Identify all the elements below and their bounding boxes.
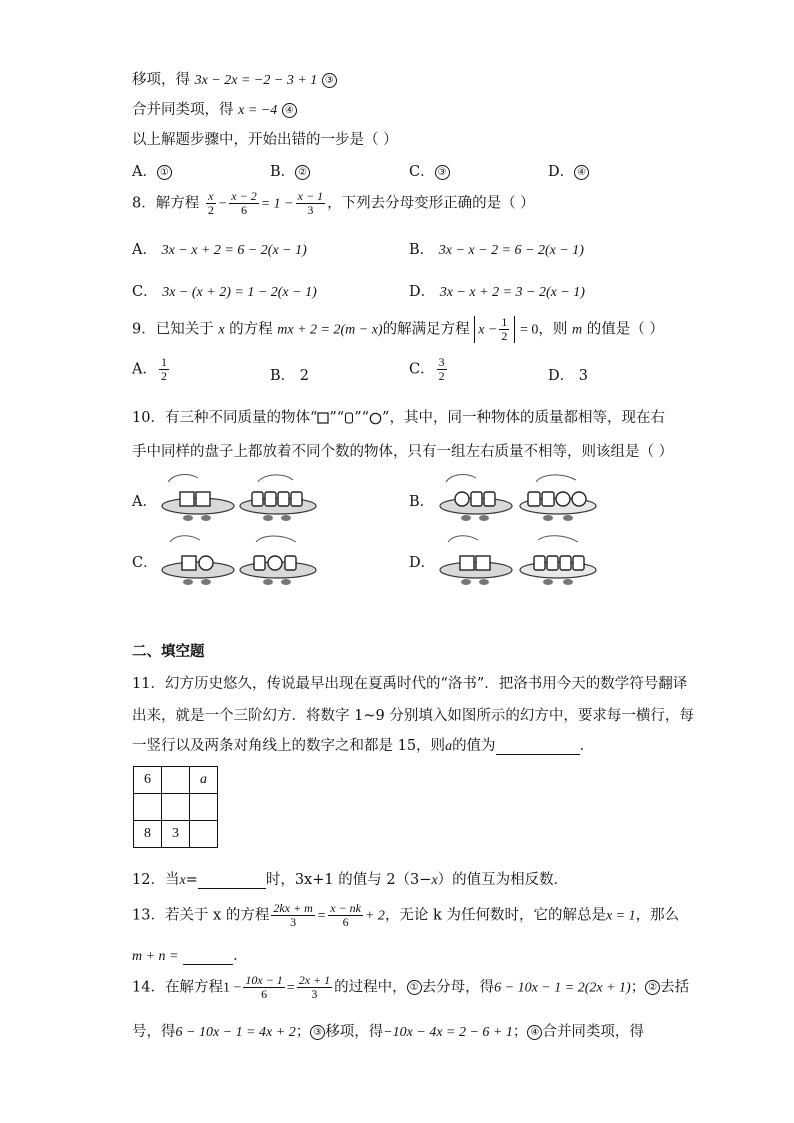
option-letter: C． <box>409 164 435 180</box>
q9-suffix1: ，则 <box>538 321 568 338</box>
grid-cell: 3 <box>162 821 190 848</box>
q9-option-d[interactable] <box>548 364 588 385</box>
option-value: ② <box>295 165 310 180</box>
q10-option-b-image[interactable] <box>436 470 598 522</box>
q10-option-c-image[interactable] <box>158 532 318 586</box>
q13-equals: = <box>316 908 327 924</box>
q11-text-b: 的值为 <box>452 738 496 754</box>
step3-marker: ③ <box>322 73 337 88</box>
numerator: x − 1 <box>297 189 324 203</box>
denominator: 2 <box>438 369 445 383</box>
step4-text: 合并同类项，得 <box>132 102 234 118</box>
q8-question <box>132 190 535 217</box>
q14-sep: ； <box>512 1024 528 1040</box>
q14-step1-equation: 6 − 10x − 1 = 2(2x + 1) <box>494 980 631 996</box>
q8-option-a[interactable] <box>132 238 307 259</box>
q7-question: 以上解题步骤中，开始出错的一步是（ ） <box>132 132 398 148</box>
q13-fraction-2 <box>328 902 363 929</box>
q11-line2: 出来，就是一个三阶幻方．将数字 1~9 分别填入如图所示的幻方中，要求每一横行，每 <box>132 708 694 724</box>
q9-var-m: m <box>572 322 583 338</box>
denominator: 2 <box>501 329 508 343</box>
q12-suffix: ）的值互为相反数． <box>437 872 569 888</box>
q13-suffix2: ，那么 <box>635 907 680 924</box>
q14-step3-equation: −10x − 4x = 2 − 6 + 1 <box>383 1025 513 1040</box>
q8-minus: − <box>217 196 228 212</box>
right-plate <box>240 536 316 585</box>
q14-line2 <box>132 1020 644 1041</box>
q12-prefix: 12．当 <box>132 872 180 888</box>
q14-step2-equation: 6 − 10x − 1 = 4x + 2 <box>175 1025 296 1040</box>
right-plate <box>520 475 596 521</box>
magic-square-grid <box>133 766 218 848</box>
q7-option-d[interactable] <box>548 160 589 181</box>
denominator: 2 <box>207 203 214 217</box>
step-marker-1: ① <box>407 980 422 995</box>
grid-cell <box>162 794 190 821</box>
denominator: 2 <box>160 369 167 383</box>
option-letter: A． <box>132 361 157 378</box>
numerator: x <box>206 190 216 204</box>
denominator: 6 <box>241 203 248 217</box>
q14-line1 <box>132 974 689 1001</box>
left-plate <box>162 536 234 585</box>
option-letter: C． <box>132 284 158 300</box>
abs-fraction <box>499 316 509 343</box>
step-marker-4: ④ <box>527 1025 542 1040</box>
q8-fraction-2 <box>229 190 258 217</box>
q9-option-b[interactable] <box>270 364 309 385</box>
q12-question <box>132 868 568 889</box>
q8-suffix: ，下列去分母变形正确的是（ ） <box>327 195 535 212</box>
q14-fraction-2 <box>297 974 332 1001</box>
grid-cell <box>134 794 162 821</box>
q11-text: 一竖行以及两条对角线上的数字之和都是 15，则 <box>132 738 446 754</box>
q11-var-a: a <box>445 739 453 754</box>
q10-option-d-image[interactable] <box>436 532 598 586</box>
q11-line3 <box>132 734 594 755</box>
option-value: 3 <box>578 368 588 384</box>
step-marker-3: ③ <box>310 1025 325 1040</box>
grid-cell <box>190 821 218 848</box>
q7-option-c[interactable] <box>409 160 450 181</box>
abs-left: x − <box>478 322 498 338</box>
q12-answer-blank[interactable] <box>198 874 266 889</box>
grid-cell: 8 <box>134 821 162 848</box>
q14-prefix: 14．在解方程 <box>132 979 223 996</box>
step4-line <box>132 98 297 119</box>
q8-equals: = 1 − <box>260 196 294 212</box>
q13-answer-blank[interactable] <box>183 950 233 965</box>
denominator: 3 <box>307 203 314 217</box>
q12-middle: 时，3x+1 的值与 2（3− <box>265 872 432 888</box>
option-equation: 3x − (x + 2) = 1 − 2(x − 1) <box>162 285 317 300</box>
q9-equation: mx + 2 = 2(m − x) <box>277 322 383 338</box>
q12-var-x: x <box>179 873 186 888</box>
q9-option-c[interactable] <box>409 356 449 383</box>
step-marker-2: ② <box>645 980 660 995</box>
q14-step3-text: 移项，得 <box>325 1024 384 1040</box>
q7-option-a[interactable] <box>132 160 172 181</box>
option-letter: A． <box>132 242 157 258</box>
numerator: 1 <box>501 315 508 329</box>
q9-prefix: 9．已知关于 <box>132 321 214 338</box>
q8-fraction-3 <box>296 190 325 217</box>
option-letter: B． <box>270 368 296 384</box>
q13-suffix: ，无论 k 为任何数时，它的解总是 <box>384 907 606 924</box>
q9-mid2: 的解满足方程 <box>382 321 470 338</box>
grid-cell <box>162 767 190 794</box>
grid-cell: a <box>190 767 218 794</box>
q14-equals: = <box>286 980 295 996</box>
q13-question <box>132 902 679 929</box>
denominator: 3 <box>290 915 297 929</box>
q14-fraction-1 <box>243 974 284 1001</box>
step3-line <box>132 68 337 89</box>
numerator: 1 <box>160 355 167 369</box>
q12-var-x2: x <box>431 873 438 888</box>
option-letter: D． <box>548 164 575 180</box>
option-letter: B． <box>270 164 296 180</box>
q9-var-x: x <box>218 322 225 338</box>
section-heading: 二、填空题 <box>132 644 205 660</box>
denominator: 3 <box>311 987 318 1001</box>
left-plate <box>440 536 512 585</box>
q10-text-d: ”，其中，同一种物体的质量都相等，现在右 <box>382 410 665 426</box>
q10-option-d-label[interactable]: D． <box>409 555 436 571</box>
step3-text: 移项，得 <box>132 72 190 88</box>
q14-mid: 的过程中， <box>334 979 407 996</box>
option-value: ① <box>157 165 172 180</box>
q10-option-a-label[interactable]: A． <box>132 494 157 510</box>
q13-fraction-1 <box>271 902 314 929</box>
option-fraction <box>437 356 447 383</box>
q14-step2-text: 去括 <box>660 979 690 996</box>
option-value: ③ <box>435 165 450 180</box>
step4-equation: x = −4 <box>238 103 278 118</box>
option-letter: D． <box>548 368 575 384</box>
q9-abs-right: = 0 <box>520 322 539 338</box>
q14-step1-text: 去分母，得 <box>421 979 495 996</box>
q8-prefix: 8．解方程 <box>132 195 200 212</box>
q13-prefix: 13．若关于 x 的方程 <box>132 907 270 924</box>
q13-expression: m + n = <box>132 949 179 964</box>
option-letter: A． <box>132 164 157 180</box>
q10-line1 <box>132 406 665 427</box>
q10-option-a-image[interactable] <box>158 470 318 522</box>
numerator: x − 2 <box>231 189 257 203</box>
q13-end: ． <box>233 948 248 964</box>
q8-fraction-1 <box>206 190 216 217</box>
numerator: 3 <box>438 355 445 369</box>
option-equation: 3x − x − 2 = 6 − 2(x − 1) <box>438 243 584 258</box>
q13-plus: + 2 <box>364 908 385 924</box>
numerator: x − nk <box>330 901 361 915</box>
q13-solution: x = 1 <box>605 908 636 924</box>
q8-option-b[interactable] <box>409 238 584 259</box>
q10-text-b: ”“ <box>329 410 345 426</box>
q9-mid: 的方程 <box>229 321 273 338</box>
option-letter: D． <box>409 284 436 300</box>
q11-line1: 11．幻方历史悠久，传说最早出现在夏禹时代的“洛书”．把洛书用今天的数学符号翻译 <box>132 676 688 692</box>
q12-equals: = <box>185 872 198 888</box>
q10-text-a: 10．有三种不同质量的物体“ <box>132 410 318 426</box>
step3-equation: 3x − 2x = −2 − 3 + 1 <box>194 73 318 88</box>
option-equation: 3x − x + 2 = 6 − 2(x − 1) <box>161 243 307 258</box>
cube-object-icon <box>317 412 329 424</box>
q14-lhs: 1 − <box>222 980 242 996</box>
option-letter: B． <box>409 242 435 258</box>
q14-sep: ； <box>295 1024 311 1040</box>
option-letter: C． <box>409 361 435 378</box>
q14-step4-text: 合并同类项，得 <box>542 1024 644 1040</box>
q9-absolute-value <box>474 316 515 343</box>
denominator: 6 <box>342 915 349 929</box>
left-plate <box>162 475 234 521</box>
numerator: 10x − 1 <box>245 973 283 987</box>
left-plate <box>440 475 512 521</box>
q13-line2 <box>132 944 248 965</box>
q14-sep: ； <box>630 979 646 996</box>
cylinder-object-icon <box>344 412 354 424</box>
q9-suffix2: 的值是（ ） <box>586 321 664 338</box>
numerator: 2kx + m <box>273 901 313 915</box>
q10-text-c: ”“ <box>354 410 370 426</box>
q8-option-d[interactable] <box>409 280 585 301</box>
q14-line2-text: 号，得 <box>132 1024 176 1040</box>
q8-option-c[interactable] <box>132 280 317 301</box>
numerator: 2x + 1 <box>298 973 331 987</box>
option-value: 2 <box>299 368 309 384</box>
q11-answer-blank[interactable] <box>496 740 580 755</box>
q10-line2: 手中同样的盘子上都放着不同个数的物体，只有一组左右质量不相等，则该组是（ ） <box>132 444 674 460</box>
right-plate <box>520 536 596 585</box>
q11-end: ． <box>579 738 595 754</box>
grid-cell: 6 <box>134 767 162 794</box>
q9-option-a[interactable] <box>132 356 171 383</box>
step4-marker: ④ <box>282 103 297 118</box>
option-value: ④ <box>574 165 589 180</box>
q10-option-b-label[interactable]: B． <box>409 494 435 510</box>
option-fraction <box>159 356 169 383</box>
sphere-object-icon <box>369 412 382 425</box>
grid-cell <box>190 794 218 821</box>
denominator: 6 <box>261 987 268 1001</box>
q10-option-c-label[interactable]: C． <box>132 555 158 571</box>
q7-option-b[interactable] <box>270 160 310 181</box>
option-equation: 3x − x + 2 = 3 − 2(x − 1) <box>439 285 585 300</box>
q9-question <box>132 316 664 343</box>
right-plate <box>240 475 316 521</box>
